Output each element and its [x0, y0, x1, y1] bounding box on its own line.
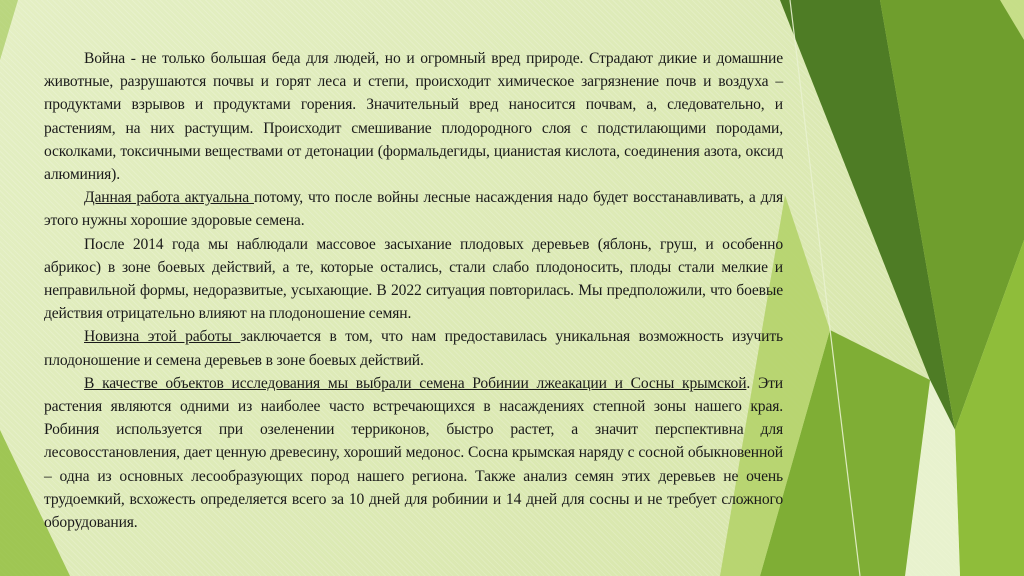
paragraph-novelty — [44, 325, 783, 371]
paragraph-war-damage — [44, 47, 783, 186]
paragraph-underlined: В качестве объектов исследования мы выбрали семена Робинии лжеакации и Сосны крымской — [84, 374, 747, 392]
body-text — [44, 47, 783, 534]
paragraph-text: заключается в том, что нам предоставилась уникальная возможность изучить плодоношение и семена деревьев в зоне боевых действий. — [44, 328, 783, 369]
paragraph-underlined: Новизна этой работы — [84, 328, 241, 346]
paragraph-observation — [44, 233, 783, 326]
paragraph-underlined: Данная работа актуальна — [84, 189, 254, 207]
paragraph-text: Война - не только большая беда для людей, но и огромный вред природе. Страдают дикие и домашние животные, разрушаются почвы и горят леса и степи, происходит химическое загрязнение почв и воздуха – продуктами взрывов и продуктами горения. Значительный вред наносится почвам, а, следовательно, и растениям, на них растущим. Происходит смешивание плодородного слоя с подстилающими породами, осколками, токсичными веществами от детонации (формальдегиды, цианистая кислота, соединения азота, оксид алюминия). — [44, 50, 783, 184]
paragraph-text: потому, что после войны лесные насаждения надо будет восстанавливать, а для этого нужны хорошие здоровые семена. — [44, 189, 784, 230]
facet-left-top — [0, 0, 18, 60]
paragraph-research-objects — [44, 372, 783, 534]
paragraph-relevance — [44, 186, 783, 232]
paragraph-text: После 2014 года мы наблюдали массовое засыхание плодовых деревьев (яблонь, груш, и особенно абрикос) в зоне боевых действий, а те, которые остались, стали слабо плодоносить, плоды стали мелкие и неправильной формы, недоразвитые, усыхающие. В 2022 ситуация повторилась. Мы предположили, что боевые действия отрицательно влияют на плодоношение семян. — [44, 235, 783, 323]
paragraph-text: . Эти растения являются одними из наиболее часто встречающихся в насаждениях степной зоны нашего края. Робиния используется при озеленении терриконов, быстро растет, а значит перспективна для лесовосстановления, дает ценную древесину, хороший медонос. Сосна крымская наряду с сосной обыкновенной – одна из основных лесообразующих пород нашего региона. Также анализ семян этих деревьев не очень трудоемкий, всхожесть определяется всего за 10 дней для робинии и 14 дней для сосны и не требует сложного оборудования. — [44, 374, 783, 532]
